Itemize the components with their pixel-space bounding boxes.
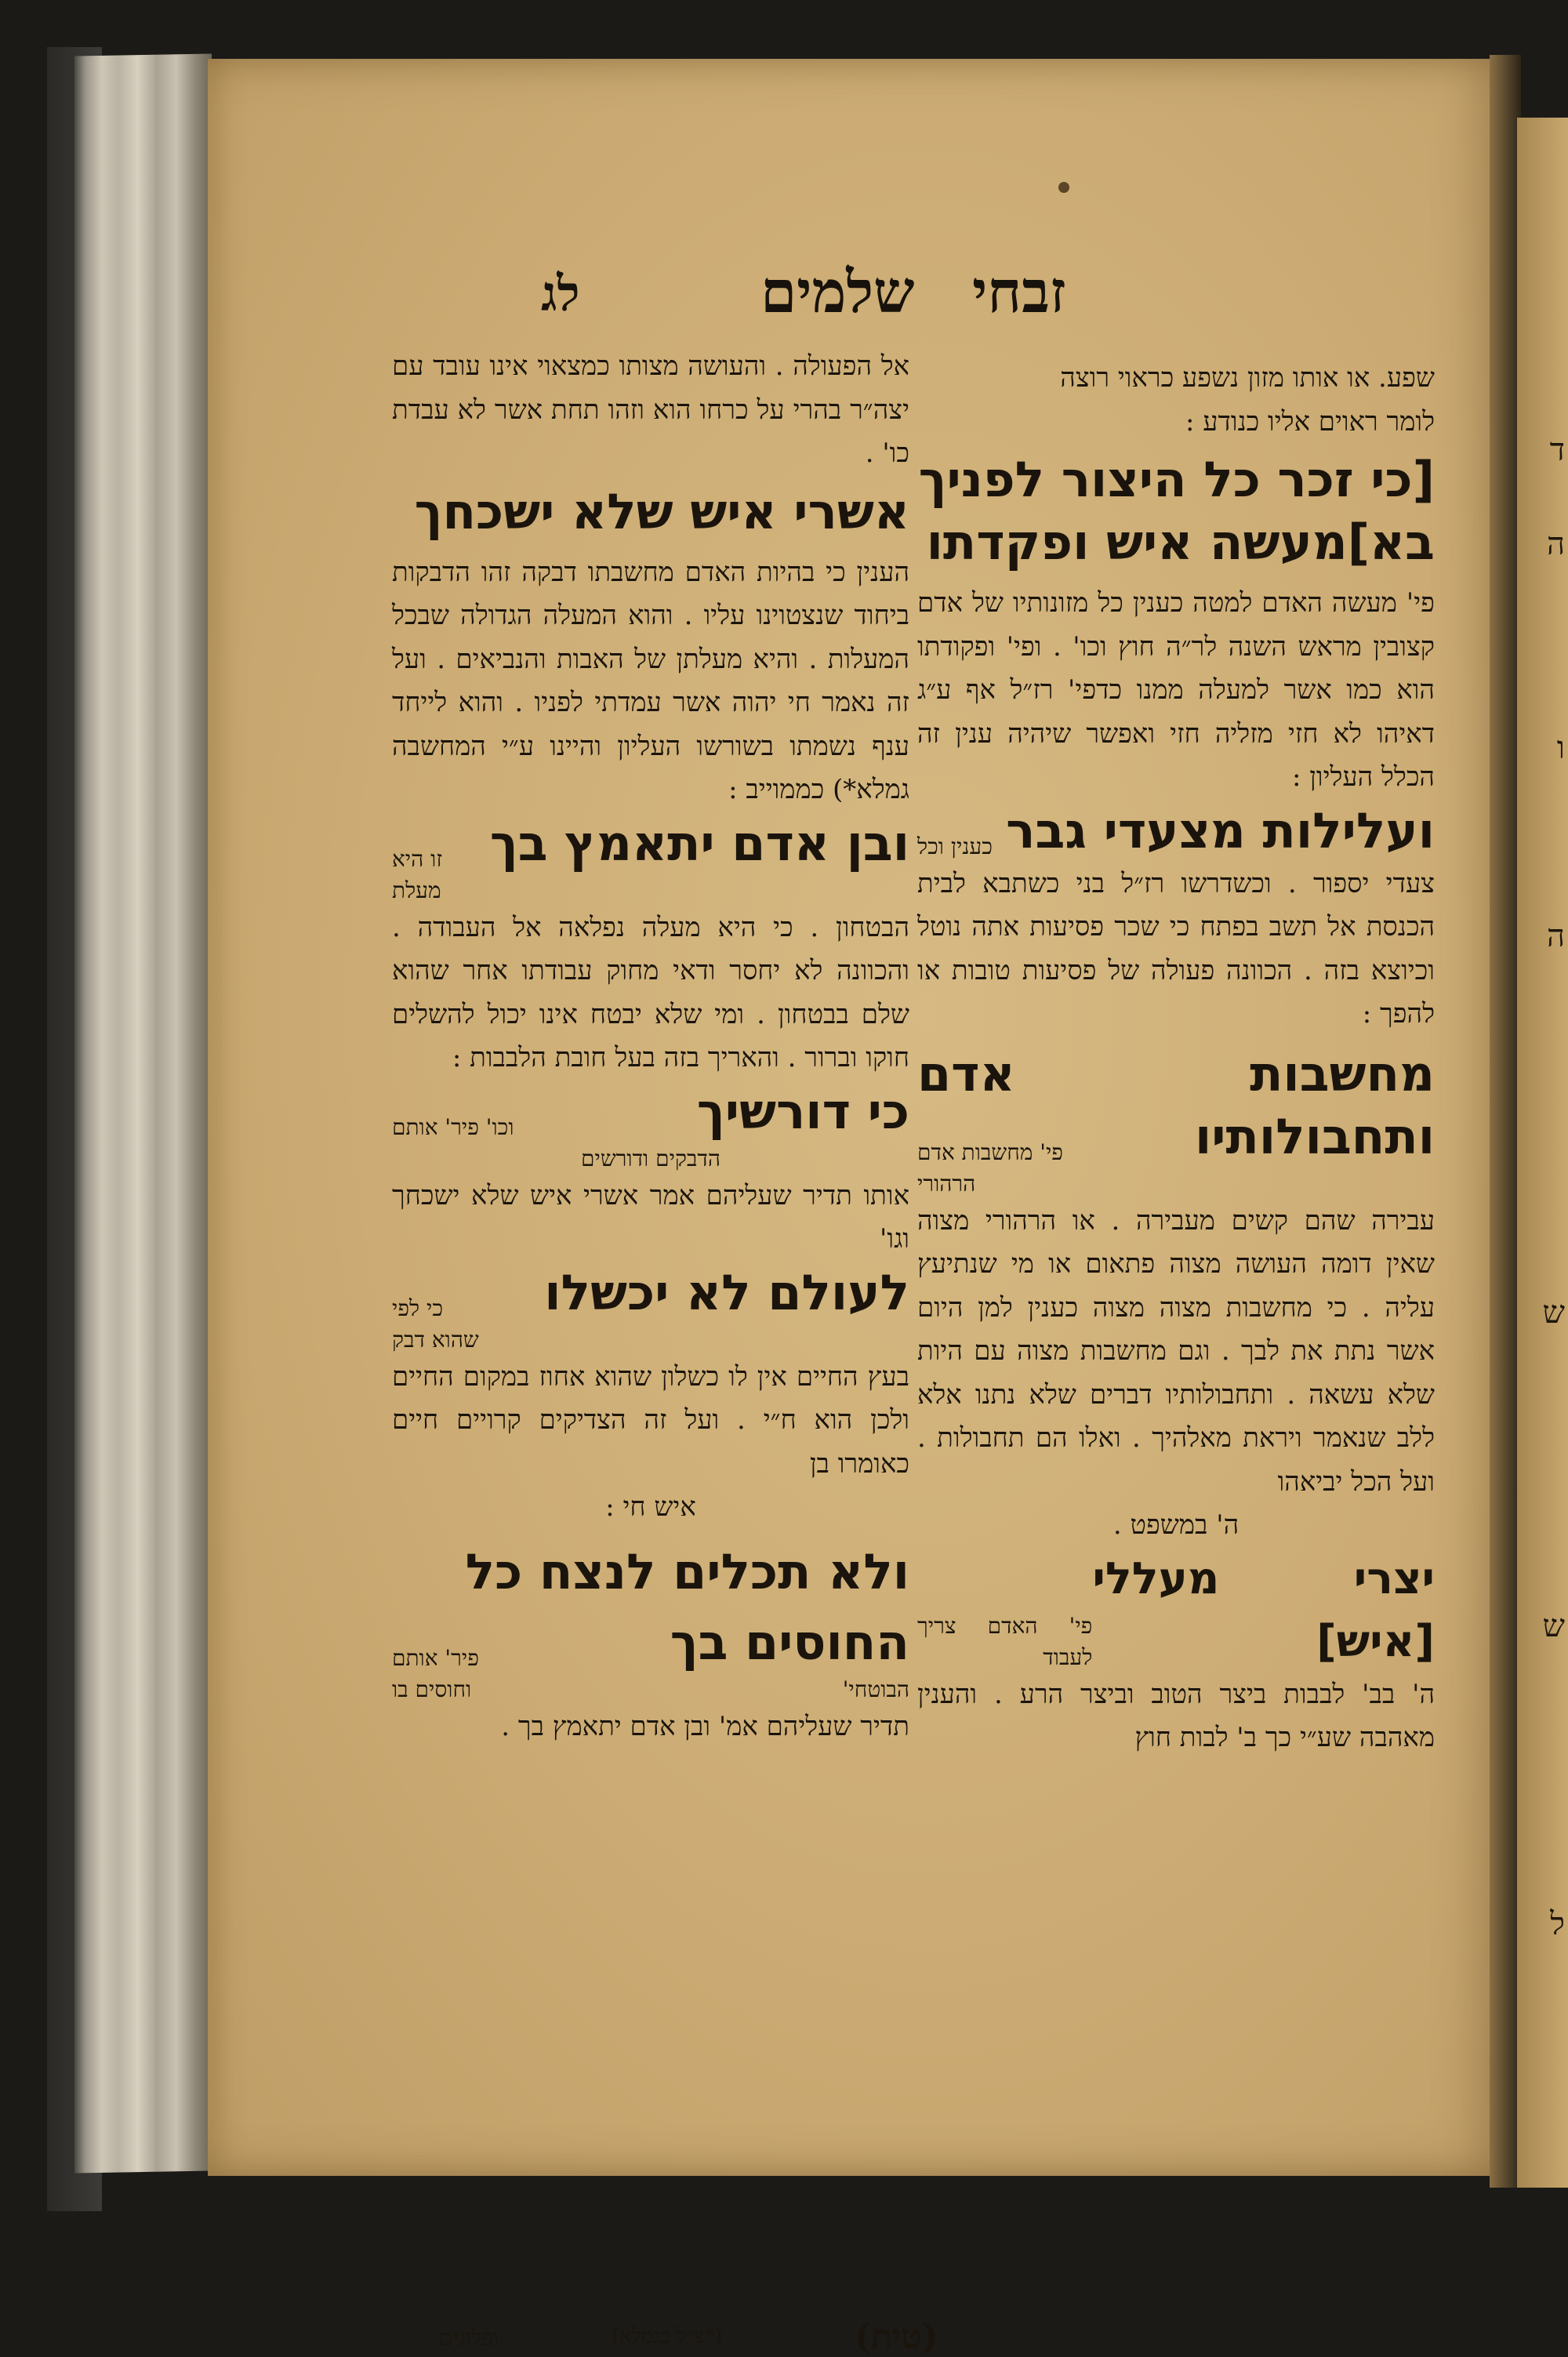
subline: הבוטחי' (842, 1676, 909, 1702)
section-heading (917, 1548, 1435, 1673)
section-heading: ולא תכלים לנצח כל (465, 1542, 909, 1600)
subline: וחוסים בו (392, 1676, 472, 1702)
text-line: לומר ראוים אליו כנודע : (1185, 405, 1435, 438)
facing-page-fragment: ה (1546, 918, 1565, 954)
section-heading (917, 1043, 1435, 1106)
catchword: ופלוגים (439, 2325, 499, 2351)
heading-tail: וכו' פיר' אותם (392, 1113, 514, 1140)
running-head-right: זבחי (972, 259, 1066, 326)
footnote: (*צ״ל בגמלא) (612, 2325, 723, 2348)
section-heading (392, 1611, 909, 1674)
section-heading (917, 800, 1435, 863)
paragraph: פי' מעשה האדם למטה כענין כל מזונותיו של אדם קצובין מראש השנה לר״ה חוץ וכו' . ופי' ופקודתו הוא כמו אשר למעלה ממנו כדפי' רז״ל אף ע״ג דאיהו לא חזי מזליה חזי ואפשר שיהיה ענין זה הכלל העליון : (917, 587, 1435, 793)
paragraph: אל הפעולה . והעושה מצותו כמצאוי אינו עובד עם יצה״ר בהרי על כרחו הוא וזהו תחת אשר לא עבדת כו' . (392, 350, 909, 469)
heading-text: כי דורשיך (696, 1082, 909, 1140)
heading-text: אדם (917, 1044, 1015, 1102)
heading-tail: פי' האדם צריך לעבוד (917, 1612, 1093, 1670)
facing-page-fragment: ד (1549, 432, 1565, 468)
facing-page-fragment: ש (1542, 1608, 1565, 1644)
paragraph: ה' בב' לבבות ביצר הטוב וביצר הרע . והענין מאהבה שע״י כך ב' לבות חוץ (917, 1678, 1435, 1753)
section-heading (917, 449, 1435, 574)
heading-tail: כענין וכל (917, 833, 993, 859)
page-edges (74, 53, 212, 2173)
section-heading (917, 1106, 1435, 1168)
section-heading (392, 1262, 909, 1324)
heading-tail: פיר' אותם (392, 1644, 479, 1671)
signature-mark (855, 2317, 938, 2357)
right-column (917, 357, 1435, 1760)
paragraph: עבירה שהם קשים מעבירה . או הרהורי מצוה שאין דומה העושה מצוה פתאום או מי שנתיעץ עליה . כי מחשבות מצוה מצוה כענין למן היום אשר נתת את לבך . וגם מחשבות מצוה עם היות שלא עשאה . ותחבולותיו דברים שלא נתנו אלא ללב שנאמר ויראת מאלהיך . ואלו הם תחבולות . ועל הכל יביאהו (917, 1204, 1435, 1498)
heading-tail: פי' מחשבות אדם (917, 1139, 1063, 1165)
paragraph: תדיר שעליהם אמ' ובן אדם יתאמץ בך . (501, 1710, 909, 1742)
subline: הרהורי (917, 1170, 976, 1197)
paragraph: הבטחון . כי היא מעלה נפלאה אל העבודה . והכוונה לא יחסר ודאי מחוק עבודתו אחר שהוא שלם בבטחון . ומי שלא יבטח אינו יכול להשלים חוקו וברור . והאריך בזה בעל חובת הלבבות : (392, 911, 909, 1073)
heading-tail: זו היא (392, 845, 443, 872)
paragraph-end: ה' במשפט . (1112, 1509, 1240, 1541)
ink-speck (1058, 182, 1069, 193)
heading-text: מחשבות (1250, 1044, 1435, 1102)
heading-text: ועלילות מצעדי גבר (1006, 801, 1435, 859)
folio-number: לג (541, 265, 580, 322)
facing-page-fragment: ה (1546, 526, 1565, 562)
paragraph: צעדי יספור . וכשדרשו רז״ל בני כשתבא לבית הכנסת אל תשב בפתח כי שכר פסיעות אתה נוטל וכיוצא בזה . הכוונה פעולה של פסיעות טובות או להפך : (917, 867, 1435, 1030)
facing-page-fragment: ל (1550, 1906, 1565, 1942)
subline: הדבקים ודורשים (581, 1145, 720, 1171)
facing-page (1517, 118, 1568, 2188)
left-column (392, 345, 909, 1749)
subline-row (392, 1674, 909, 1705)
facing-page-fragment: ש (1542, 1295, 1565, 1331)
paragraph-end: איש חי : (605, 1491, 696, 1523)
section-heading (392, 1080, 909, 1143)
paragraph: אותו תדיר שעליהם אמר אשרי איש שלא ישכחך וגו' (392, 1179, 909, 1255)
text-line: שפע. או אותו מזון נשפע כראוי רוצה (1060, 362, 1435, 394)
heading-line: בא]מעשה איש ופקדתו (926, 514, 1435, 571)
section-heading (392, 812, 909, 875)
book-gutter (1490, 55, 1521, 2188)
heading-text: ותחבולותיו (1194, 1107, 1435, 1165)
heading-tail: כי לפי (392, 1295, 444, 1321)
heading-text: החוסים בך (670, 1613, 909, 1671)
running-head-center: שלמים (760, 259, 915, 326)
paragraph: הענין כי בהיות האדם מחשבתו דבקה זהו הדבקות ביחוד שנצטוינו עליו . והוא המעלה הגדולה שבכל המעלות . והיא מעלתן של האבות והנביאים . ועל זה נאמר חי יהוה אשר עמדתי לפניו . והוא לייחד ענף נשמתו בשורשו העליון והיינו ע״י המחשבה גמלא*) כממוייב : (392, 556, 909, 805)
paragraph: בעץ החיים אין לו כשלון שהוא אחוז במקום החיים ולכן הוא ח״י . ועל זה הצדיקים קרויים חיים כאומרו בן (392, 1360, 909, 1480)
section-heading: אשרי איש שלא ישכחך (414, 482, 909, 540)
heading-text: יצרי מעללי [איש] (1092, 1553, 1435, 1667)
subline: שהוא דבק (392, 1326, 479, 1353)
heading-line: [כי זכר כל היצור לפניך (918, 451, 1435, 508)
subline: מעלת (392, 877, 441, 903)
heading-text: לעולם לא יכשלו (544, 1263, 909, 1321)
signature-text: (טית) (855, 2317, 938, 2357)
heading-text: ובן אדם יתאמץ בך (489, 814, 909, 872)
facing-page-fragment: ו (1556, 730, 1565, 766)
